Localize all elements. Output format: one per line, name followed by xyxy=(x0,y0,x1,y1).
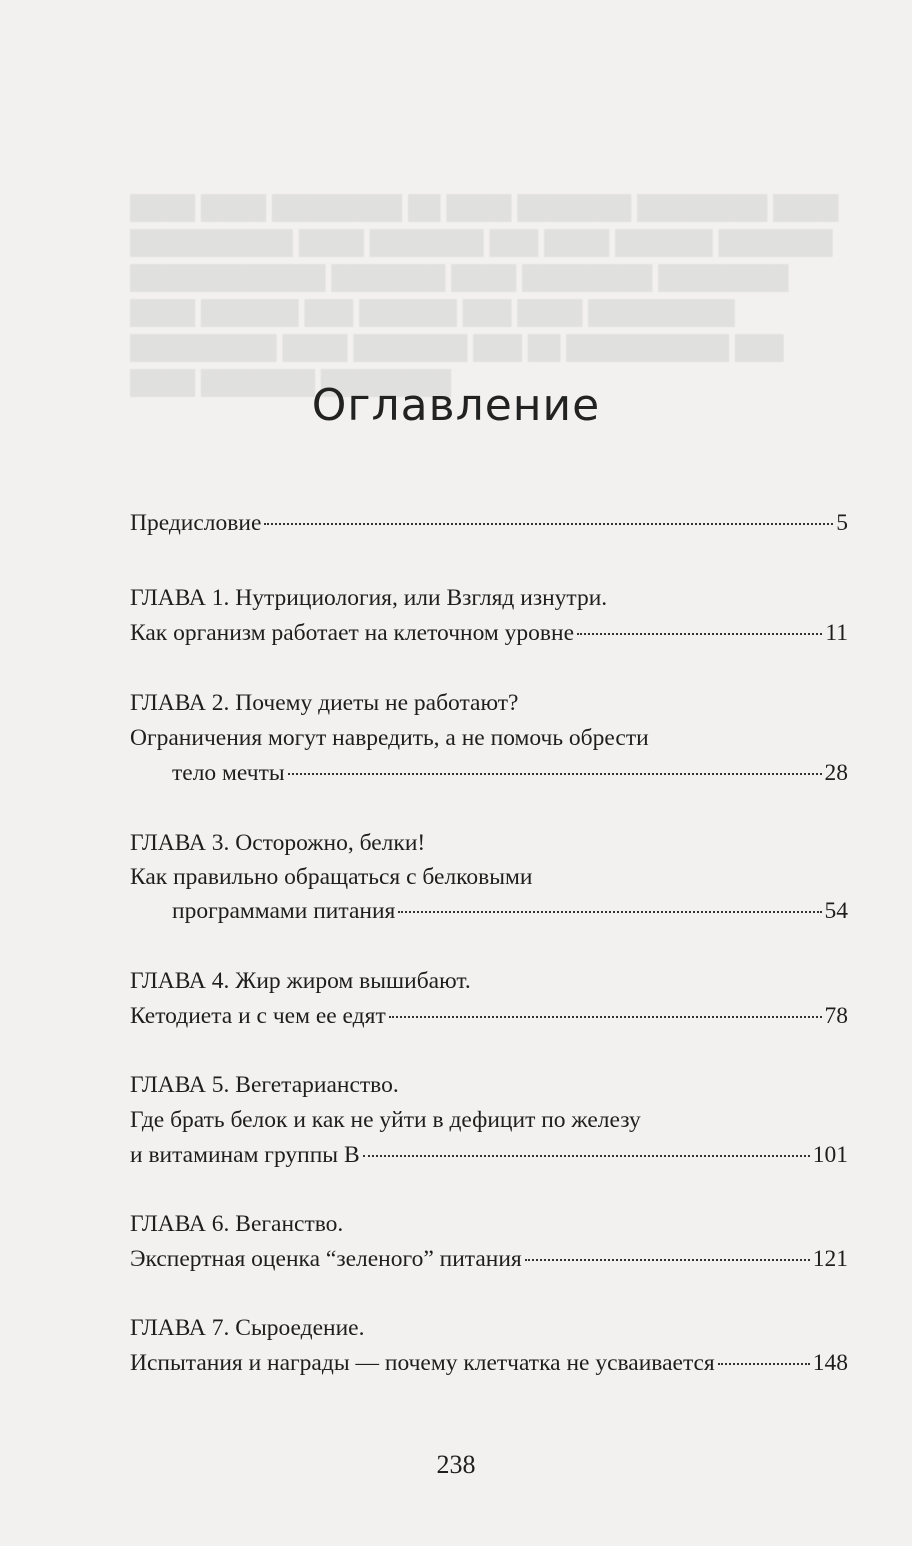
toc-entry xyxy=(130,1003,848,1030)
entry-page: 121 xyxy=(812,1246,848,1272)
dot-leader xyxy=(718,1363,810,1365)
entry-text: программами питания xyxy=(172,898,396,924)
chapter-heading: ГЛАВА 4. Жир жиром вышибают. xyxy=(130,968,471,994)
chapter-heading: ГЛАВА 1. Нутрициология, или Взгляд изнутри. xyxy=(130,585,608,611)
entry-text: Кетодиета и с чем ее едят xyxy=(130,1003,386,1029)
entry-text: Испытания и награды — почему клетчатка не усваивается xyxy=(130,1350,715,1376)
toc-entry xyxy=(172,898,848,925)
toc-entry xyxy=(130,1142,848,1169)
page-title: Оглавление xyxy=(311,380,601,431)
chapter-heading: ГЛАВА 6. Веганство. xyxy=(130,1211,344,1237)
entry-text: Экспертная оценка “зеленого” питания xyxy=(130,1246,522,1272)
toc-entry-preface xyxy=(130,510,848,537)
dot-leader xyxy=(389,1016,822,1018)
entry-page: 148 xyxy=(812,1350,848,1376)
toc-entry xyxy=(130,1350,848,1377)
dot-leader xyxy=(525,1259,810,1261)
entry-page: 78 xyxy=(824,1003,848,1029)
chapter-heading: ГЛАВА 2. Почему диеты не работают? xyxy=(130,690,519,716)
dot-leader xyxy=(264,523,833,525)
toc-entry xyxy=(130,1246,848,1273)
entry-page: 11 xyxy=(825,620,848,646)
toc-entry xyxy=(130,620,848,647)
dot-leader xyxy=(288,773,822,775)
dot-leader xyxy=(398,911,821,913)
entry-text: тело мечты xyxy=(172,760,285,786)
bleed-through-texture: ████ ████ ████████ ██ ████ ███████ ████████ ████ ██████████ ████ ███████ ███ ████ ██████ ███████ ████████████ ███████ ████ ████████ ████████ ████ ██████ ███ ██████ ███ ████ █████████ █████████ ████ ███████ ███ ██ ██████████ ███ ████ ███████ ████████ xyxy=(130,195,839,395)
chapter-heading: ГЛАВА 3. Осторожно, белки! xyxy=(130,830,426,856)
entry-text: и витаминам группы В xyxy=(130,1142,360,1168)
dot-leader xyxy=(363,1155,810,1157)
entry-text: Предисловие xyxy=(130,510,262,536)
entry-page: 54 xyxy=(824,898,848,924)
chapter-heading: ГЛАВА 7. Сыроедение. xyxy=(130,1315,365,1341)
entry-text: Как правильно обращаться с белковыми xyxy=(130,864,533,890)
entry-page: 28 xyxy=(824,760,848,786)
entry-text: Где брать белок и как не уйти в дефицит по железу xyxy=(130,1107,641,1133)
page-number: 238 xyxy=(436,1450,476,1479)
chapter-heading: ГЛАВА 5. Вегетарианство. xyxy=(130,1072,399,1098)
entry-page: 101 xyxy=(812,1142,848,1168)
dot-leader xyxy=(577,633,822,635)
entry-text: Как организм работает на клеточном уровне xyxy=(130,620,574,646)
entry-page: 5 xyxy=(836,510,848,536)
toc-entry xyxy=(172,760,848,787)
entry-text: Ограничения могут навредить, а не помочь обрести xyxy=(130,725,649,751)
